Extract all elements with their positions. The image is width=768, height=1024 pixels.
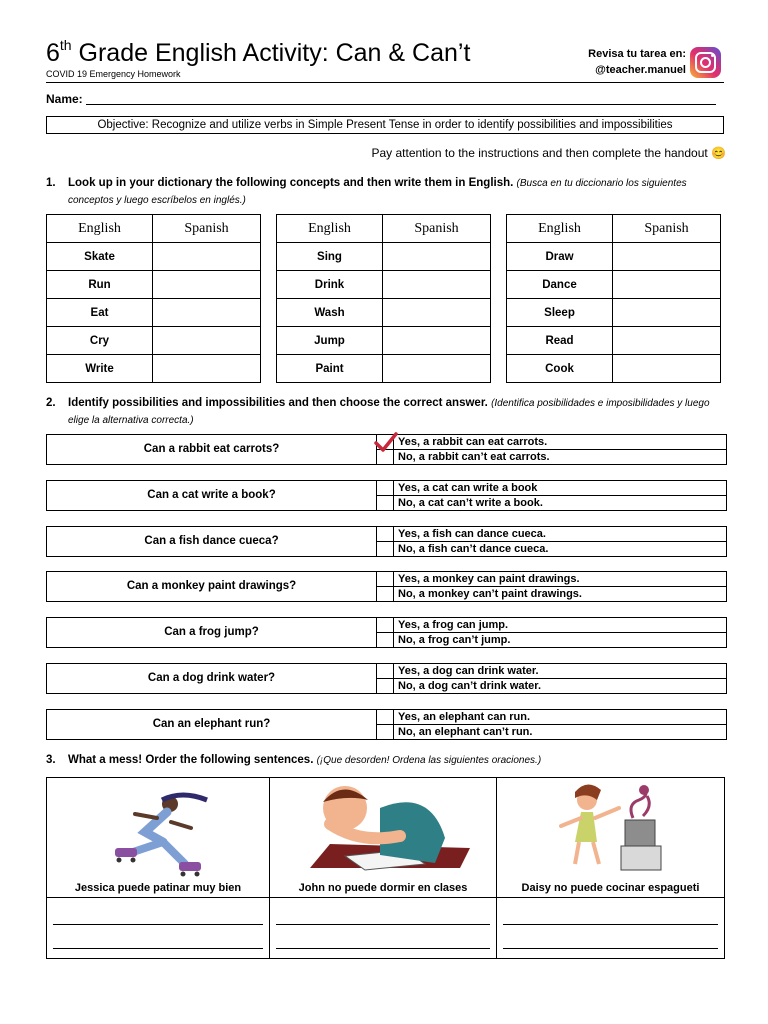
english-word: Skate [47,243,153,271]
english-word: Draw [507,243,613,271]
english-word: Sleep [507,299,613,327]
choice-row [46,480,723,510]
sleeping-student-illustration [270,778,496,878]
question-2-heading [46,395,726,429]
answer-no[interactable]: No, a cat can’t write a book. [393,495,727,511]
table-row [47,299,261,327]
checkbox-yes[interactable] [376,480,394,496]
question-number: 2. [46,397,56,409]
checkbox-yes[interactable] [376,663,394,679]
sentence-caption: Daisy no puede cocinar espagueti [497,879,724,898]
english-word: Wash [277,299,383,327]
checkbox-yes[interactable] [376,709,394,725]
spanish-answer-cell[interactable] [613,299,721,327]
spanish-answer-cell[interactable] [153,299,261,327]
checkbox-no[interactable] [376,678,394,694]
question-number: 1. [46,177,56,189]
english-word: Cook [507,355,613,383]
instagram-handle: Revisa tu tarea en: @teacher.manuel [588,48,686,76]
english-word: Paint [277,355,383,383]
spanish-answer-cell[interactable] [613,355,721,383]
answer-line[interactable] [276,924,490,925]
vocabulary-table [506,214,721,383]
english-word: Write [47,355,153,383]
sentence-order-grid [46,777,725,959]
choice-row [46,663,723,693]
spanish-answer-cell[interactable] [153,355,261,383]
checkbox-yes[interactable] [376,526,394,542]
answer-line[interactable] [53,924,263,925]
checkbox-no[interactable] [376,724,394,740]
answer-line[interactable] [503,924,718,925]
table-row [277,355,491,383]
table-row [507,243,721,271]
page-subtitle: COVID 19 Emergency Homework [46,69,181,79]
mess-cell [497,778,724,958]
column-header-english: English [47,215,153,243]
answer-yes[interactable]: Yes, a fish can dance cueca. [393,526,727,542]
spanish-answer-cell[interactable] [383,243,491,271]
spanish-answer-cell[interactable] [613,327,721,355]
spanish-answer-cell[interactable] [383,355,491,383]
instagram-icon [690,47,721,78]
choice-row [46,617,723,647]
spanish-answer-cell[interactable] [153,271,261,299]
english-word: Drink [277,271,383,299]
table-row [277,327,491,355]
question-box: Can a rabbit eat carrots? [46,434,377,465]
checkbox-yes[interactable] [376,571,394,587]
table-row [277,243,491,271]
question-text: Look up in your dictionary the following concepts and then write them in English. [68,177,514,189]
column-header-spanish: Spanish [153,215,261,243]
answer-no[interactable]: No, a dog can’t drink water. [393,678,727,694]
english-word: Cry [47,327,153,355]
answer-no[interactable]: No, an elephant can’t run. [393,724,727,740]
answer-yes[interactable]: Yes, a frog can jump. [393,617,727,633]
checkbox-no[interactable] [376,541,394,557]
table-row [47,355,261,383]
cooking-girl-illustration [497,778,724,878]
question-box: Can a fish dance cueca? [46,526,377,557]
answer-line[interactable] [53,948,263,949]
english-word: Dance [507,271,613,299]
choice-row [46,709,723,739]
choice-row [46,526,723,556]
table-row [277,271,491,299]
instructions-note: Pay attention to the instructions and then complete the handout 😊 [371,146,726,160]
answer-yes[interactable]: Yes, a cat can write a book [393,480,727,496]
table-row [507,355,721,383]
column-header-spanish: Spanish [383,215,491,243]
question-3-heading [46,752,726,770]
answer-no[interactable]: No, a monkey can’t paint drawings. [393,586,727,602]
english-word: Eat [47,299,153,327]
answer-yes[interactable]: Yes, a rabbit can eat carrots. [393,434,727,450]
table-row [507,327,721,355]
spanish-answer-cell[interactable] [613,243,721,271]
table-row [507,271,721,299]
table-row [47,243,261,271]
checkbox-no[interactable] [376,586,394,602]
header-divider [46,82,724,83]
column-header-english: English [277,215,383,243]
mess-cell [47,778,270,958]
checkbox-no[interactable] [376,632,394,648]
spanish-answer-cell[interactable] [383,327,491,355]
answer-line[interactable] [503,948,718,949]
vocabulary-table [276,214,491,383]
question-box: Can a frog jump? [46,617,377,648]
checkbox-yes[interactable] [376,617,394,633]
question-box: Can a monkey paint drawings? [46,571,377,602]
spanish-answer-cell[interactable] [153,327,261,355]
vocabulary-table [46,214,261,383]
spanish-answer-cell[interactable] [383,299,491,327]
question-1-heading [46,175,726,209]
question-box: Can a dog drink water? [46,663,377,694]
skater-illustration [47,778,269,878]
column-header-spanish: Spanish [613,215,721,243]
table-row [47,327,261,355]
answer-yes[interactable]: Yes, a monkey can paint drawings. [393,571,727,587]
question-box: Can an elephant run? [46,709,377,740]
answer-no[interactable]: No, a fish can’t dance cueca. [393,541,727,557]
question-text: Identify possibilities and impossibilities and then choose the correct answer. [68,397,488,409]
choice-row [46,571,723,601]
checkmark-icon [373,432,399,454]
question-number: 3. [46,754,56,766]
name-field[interactable] [86,104,716,105]
english-word: Run [47,271,153,299]
answer-yes[interactable]: Yes, a dog can drink water. [393,663,727,679]
name-label: Name: [46,92,83,106]
answer-yes[interactable]: Yes, an elephant can run. [393,709,727,725]
answer-line[interactable] [276,948,490,949]
question-box: Can a cat write a book? [46,480,377,511]
sentence-caption: John no puede dormir en clases [270,879,496,898]
question-hint: (Busca en tu diccionario los siguientes conceptos y luego escríbelos en inglés.) [68,178,687,206]
spanish-answer-cell[interactable] [613,271,721,299]
table-row [277,299,491,327]
table-row [47,271,261,299]
table-row [507,299,721,327]
answer-no[interactable]: No, a frog can’t jump. [393,632,727,648]
objective-box: Objective: Recognize and utilize verbs in Simple Present Tense in order to identify possibilities and impossibilities [46,116,724,134]
question-hint: (¡Que desorden! Ordena las siguientes oraciones.) [316,755,542,766]
sentence-caption: Jessica puede patinar muy bien [47,879,269,898]
question-hint: (Identifica posibilidades e imposibilidades y luego elige la alternativa correcta.) [68,398,710,426]
mess-cell [270,778,497,958]
english-word: Read [507,327,613,355]
choice-row [46,434,723,464]
checkbox-no[interactable] [376,495,394,511]
spanish-answer-cell[interactable] [383,271,491,299]
answer-no[interactable]: No, a rabbit can’t eat carrots. [393,449,727,465]
column-header-english: English [507,215,613,243]
english-word: Jump [277,327,383,355]
english-word: Sing [277,243,383,271]
spanish-answer-cell[interactable] [153,243,261,271]
page-title: 6th Grade English Activity: Can & Can’t [46,37,471,67]
question-text: What a mess! Order the following sentences. [68,754,314,766]
